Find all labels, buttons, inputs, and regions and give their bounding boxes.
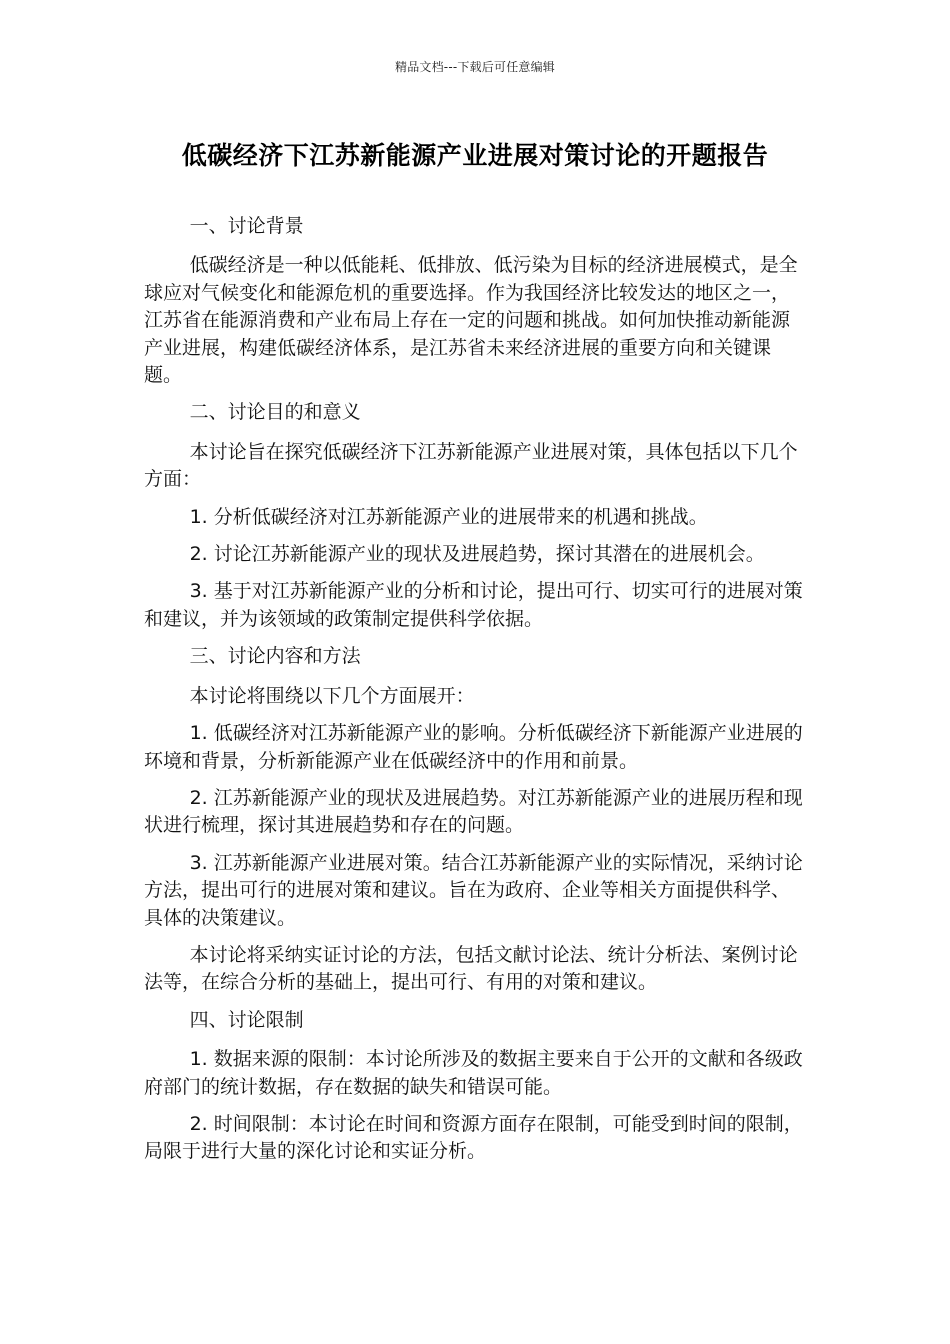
paragraph-purpose-intro: 本讨论旨在探究低碳经济下江苏新能源产业进展对策，具体包括以下几个方面：	[144, 440, 798, 491]
paragraph-background: 低碳经济是一种以低能耗、低排放、低污染为目标的经济进展模式，是全球应对气候变化和能源危机的重要选择。作为我国经济比较发达的地区之一，江苏省在能源消费和产业布局上存在一定的问题和挑战。如何加快推动新能源产业进展，构建低碳经济体系，是江苏省未来经济进展的重要方向和关键课题。	[144, 254, 798, 387]
section-heading-limitations: 四、讨论限制	[189, 1008, 304, 1031]
list-item-purpose-3: 3. 基于对江苏新能源产业的分析和讨论，提出可行、切实可行的进展对策和建议，并为该领域的政策制定提供科学依据。	[144, 580, 803, 630]
paragraph-content-intro: 本讨论将围绕以下几个方面展开：	[189, 684, 475, 707]
section-heading-content-method: 三、讨论内容和方法	[189, 645, 361, 668]
section-heading-purpose: 二、讨论目的和意义	[189, 401, 361, 424]
list-item-content-2: 2. 江苏新能源产业的现状及进展趋势。对江苏新能源产业的进展历程和现状进行梳理，探讨其进展趋势和存在的问题。	[144, 786, 803, 837]
list-item-limitation-2: 2. 时间限制：本讨论在时间和资源方面存在限制，可能受到时间的限制，局限于进行大量的深化讨论和实证分析。	[144, 1112, 803, 1163]
list-item-content-1: 1. 低碳经济对江苏新能源产业的影响。分析低碳经济下新能源产业进展的环境和背景，分析新能源产业在低碳经济中的作用和前景。	[144, 722, 803, 772]
document-title: 低碳经济下江苏新能源产业进展对策讨论的开题报告	[181, 141, 769, 170]
list-item-limitation-1: 1. 数据来源的限制：本讨论所涉及的数据主要来自于公开的文献和各级政府部门的统计数据，存在数据的缺失和错误可能。	[144, 1048, 803, 1098]
list-item-content-3: 3. 江苏新能源产业进展对策。结合江苏新能源产业的实际情况，采纳讨论方法，提出可行的进展对策和建议。旨在为政府、企业等相关方面提供科学、具体的决策建议。	[144, 851, 803, 929]
document-body	[144, 213, 806, 1176]
list-item-purpose-2: 2. 讨论江苏新能源产业的现状及进展趋势，探讨其潜在的进展机会。	[189, 543, 765, 566]
list-item-purpose-1: 1. 分析低碳经济对江苏新能源产业的进展带来的机遇和挑战。	[189, 505, 708, 528]
header-note: 精品文档---下载后可任意编辑	[395, 60, 555, 74]
paragraph-method: 本讨论将采纳实证讨论的方法，包括文献讨论法、统计分析法、案例讨论法等，在综合分析的基础上，提出可行、有用的对策和建议。	[144, 943, 798, 994]
section-heading-background: 一、讨论背景	[189, 215, 304, 237]
